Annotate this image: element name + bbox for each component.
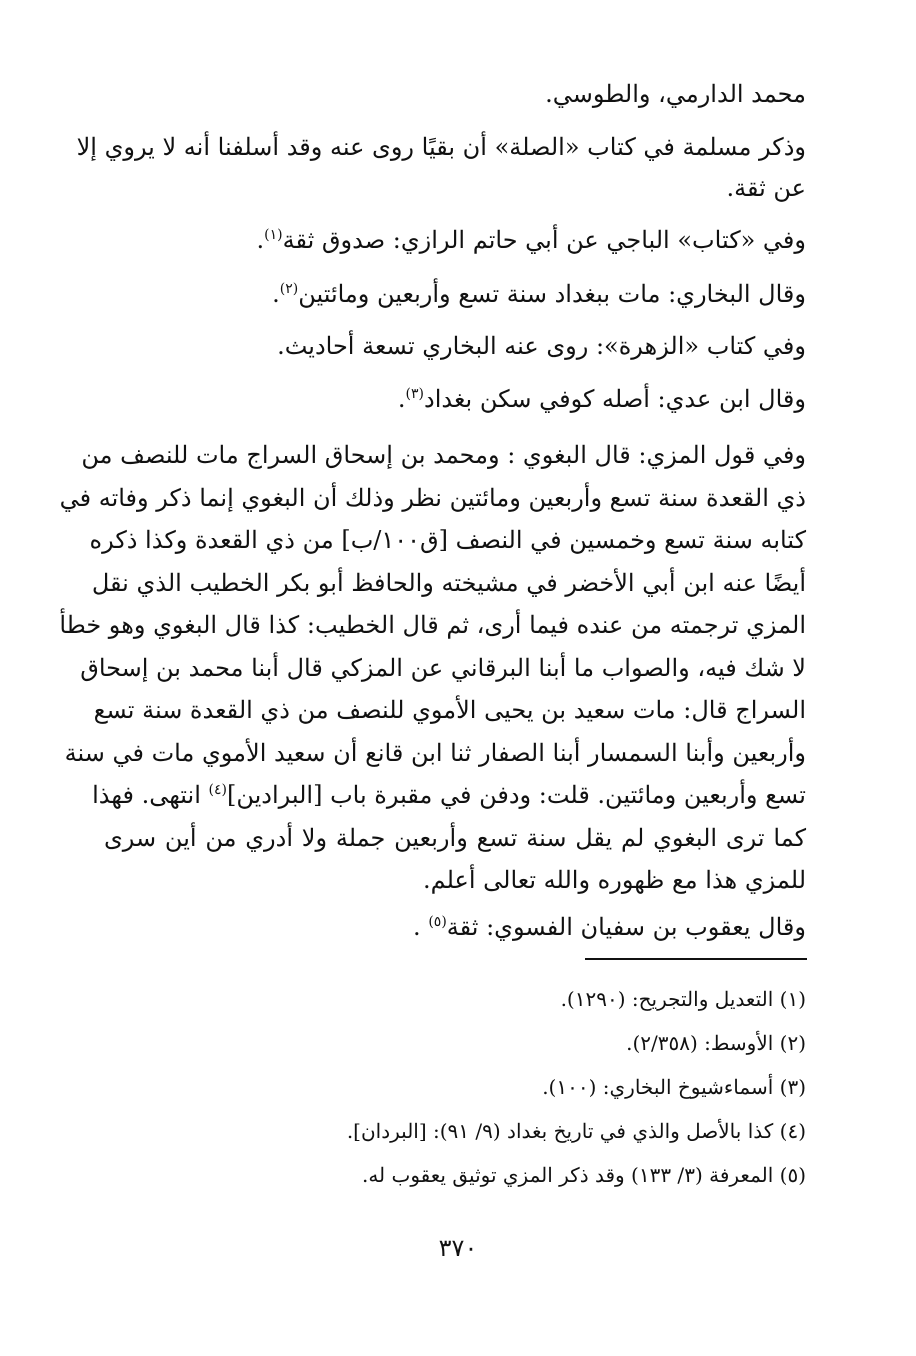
footnote-text: (٥) المعرفة (٣/ ١٣٣) وقد ذكر المزي توثيق يعقوب له. bbox=[361, 1163, 806, 1187]
line-text: السراج قال: مات سعيد بن يحيى الأموي للنصف من ذي القعدة سنة تسع bbox=[93, 696, 806, 724]
body-line bbox=[413, 907, 806, 947]
body-line bbox=[272, 274, 806, 314]
line-text: وأربعين وأبنا السمسار أبنا الصفار ثنا ابن قانع أن سعيد الأموي مات في سنة bbox=[64, 739, 806, 767]
body-line bbox=[104, 818, 806, 858]
body-line bbox=[81, 435, 806, 475]
line-text: ذي القعدة سنة تسع وأربعين ومائتين نظر وذلك أن البغوي إنما ذكر وفاته في bbox=[59, 484, 806, 512]
body-line bbox=[398, 379, 806, 419]
line-text: كتابه سنة تسع وخمسين في النصف [ق١٠٠/ب] من ذي القعدة وكذا ذكره bbox=[89, 526, 806, 554]
line-text: للمزي هذا مع ظهوره والله تعالى أعلم. bbox=[422, 866, 806, 894]
line-text: المزي ترجمته من عنده فيما أرى، ثم قال الخطيب: كذا قال البغوي وهو خطأ bbox=[59, 611, 806, 639]
line-text: وذكر مسلمة في كتاب «الصلة» أن بقيًا روى عنه وقد أسلفنا أنه لا يروي إلا bbox=[76, 133, 806, 161]
line-tail: . bbox=[272, 280, 280, 308]
body-line bbox=[89, 520, 806, 560]
footnote-text: (٢) الأوسط: (٢/٣٥٨). bbox=[626, 1031, 806, 1055]
footnote-marker: (٣) bbox=[405, 386, 424, 402]
line-text: تسع وأربعين ومائتين. قلت: ودفن في مقبرة باب [البرادين] bbox=[226, 781, 806, 809]
line-tail: . bbox=[413, 913, 429, 941]
footnote bbox=[542, 1070, 806, 1104]
line-text: عن ثقة. bbox=[726, 174, 806, 202]
body-line bbox=[59, 478, 806, 518]
line-text: وفي كتاب «الزهرة»: روى عنه البخاري تسعة أحاديث. bbox=[277, 332, 806, 360]
footnote-marker: (٢) bbox=[279, 281, 299, 297]
body-line bbox=[76, 127, 806, 167]
body-line bbox=[726, 168, 806, 208]
footnote-marker: (٤) bbox=[208, 782, 227, 798]
footnote bbox=[347, 1114, 806, 1148]
body-line bbox=[64, 733, 806, 773]
line-tail: . bbox=[256, 226, 265, 254]
body-line bbox=[59, 605, 806, 645]
footnote-separator bbox=[585, 958, 807, 960]
footnote bbox=[561, 982, 806, 1016]
footnote-text: (٣) أسماءشيوخ البخاري: (١٠٠). bbox=[542, 1075, 806, 1099]
line-tail: . bbox=[397, 385, 406, 413]
body-line bbox=[277, 326, 806, 366]
footnote-marker: (١) bbox=[264, 227, 283, 243]
body-line bbox=[92, 775, 806, 815]
line-text: كما ترى البغوي لم يقل سنة تسع وأربعين جملة ولا أدري من أين سرى bbox=[104, 824, 806, 852]
body-line bbox=[423, 860, 806, 900]
footnote-marker: (٥) bbox=[428, 914, 447, 930]
body-line bbox=[80, 648, 806, 688]
body-line bbox=[545, 74, 806, 114]
footnote bbox=[362, 1158, 806, 1192]
line-text: أيضًا عنه ابن أبي الأخضر في مشيخته والحافظ أبو بكر الخطيب الذي نقل bbox=[91, 569, 806, 597]
line-text: لا شك فيه، والصواب ما أبنا البرقاني عن المزكي قال أبنا محمد بن إسحاق bbox=[80, 654, 806, 682]
footnote-text: (٤) كذا بالأصل والذي في تاريخ بغداد (٩/ ٩١): [البردان]. bbox=[346, 1119, 806, 1143]
line-text: محمد الدارمي، والطوسي. bbox=[545, 80, 806, 108]
body-line bbox=[91, 563, 806, 603]
line-tail: انتهى. فهذا bbox=[92, 781, 209, 809]
line-text: وقال ابن عدي: أصله كوفي سكن بغداد bbox=[424, 385, 806, 413]
body-line bbox=[93, 690, 806, 730]
page-number: ٣٧٠ bbox=[438, 1234, 478, 1262]
body-line bbox=[257, 220, 807, 260]
line-text: وقال البخاري: مات ببغداد سنة تسع وأربعين ومائتين bbox=[298, 280, 806, 308]
line-text: وفي قول المزي: قال البغوي : ومحمد بن إسحاق السراج مات للنصف من bbox=[81, 441, 806, 469]
footnote bbox=[626, 1026, 806, 1060]
footnote-text: (١) التعديل والتجريح: (١٢٩٠). bbox=[560, 987, 806, 1011]
line-text: وفي «كتاب» الباجي عن أبي حاتم الرازي: صدوق ثقة bbox=[282, 226, 806, 254]
line-text: وقال يعقوب بن سفيان الفسوي: ثقة bbox=[446, 913, 806, 941]
